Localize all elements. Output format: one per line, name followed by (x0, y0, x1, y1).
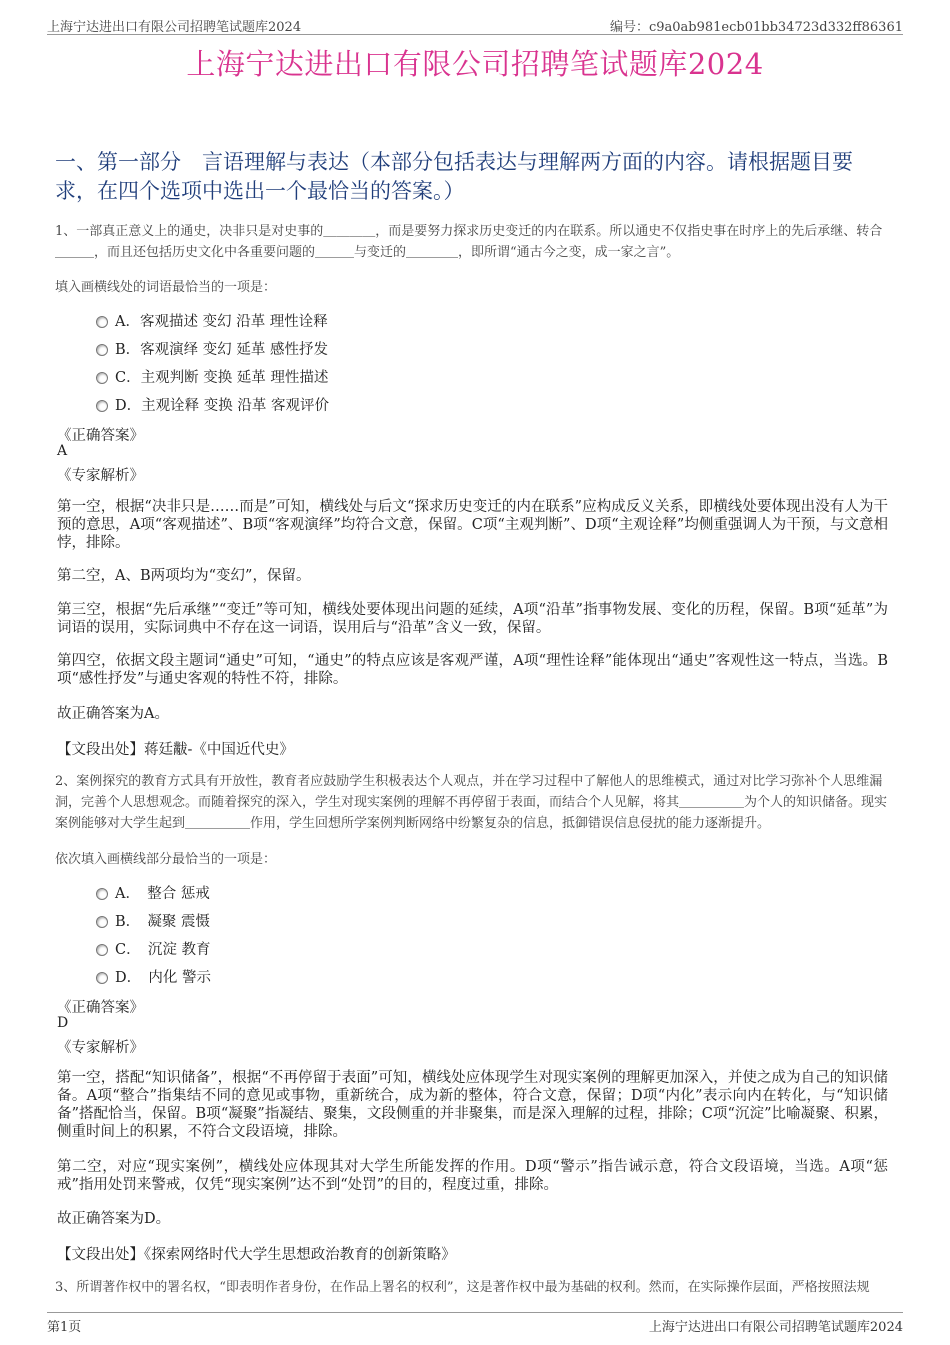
question-1-option-d[interactable] (96, 394, 329, 416)
question-3-text: 3、所谓著作权中的署名权，“即表明作者身份，在作品上署名的权利”，这是著作权中最为基础的权利。然而，在实际操作层面，严格按照法规 (55, 1280, 870, 1295)
page-footer (47, 1312, 903, 1333)
question-1-source: 【文段出处】蒋廷黻-《中国近代史》 (57, 742, 294, 758)
option-label: B．客观演绎 变幻 延革 感性抒发 (115, 342, 328, 358)
question-1-analysis-p3: 第三空，根据“先后承继”“变迁”等可知，横线处要体现出问题的延续，A项“沿革”指事物发展、变化的历程，保留。B项“延革”为词语的误用，实际词典中不存在这一词语，误用后与“沿革”含义一致，保留。 (57, 602, 888, 636)
page-number: 第1页 (47, 1320, 82, 1335)
question-2-analysis-p1: 第一空，搭配“知识储备”，根据“不再停留于表面”可知，横线处应体现学生对现实案例的理解更加深入，并使之成为自己的知识储备。A项“整合”指集结不同的意见或事物，重新统合，成为新的整体，符合文意，保留；D项“内化”表示向内在转化，与“知识储备”搭配恰当，保留。B项“凝聚”指凝结、聚集，文段侧重的并非聚集，而是深入理解的过程，排除；C项“沉淀”比喻凝聚、积累，侧重时间上的积累，不符合文段语境，排除。 (57, 1070, 888, 1140)
radio-icon[interactable] (96, 344, 108, 356)
option-label: A． 整合 惩戒 (115, 886, 210, 902)
question-1-prompt: 填入画横线处的词语最恰当的一项是： (55, 280, 277, 295)
option-label: B． 凝聚 震慑 (115, 914, 211, 930)
radio-icon[interactable] (96, 944, 108, 956)
radio-icon[interactable] (96, 972, 108, 984)
option-label: D．主观诠释 变换 沿革 客观评价 (115, 398, 329, 414)
question-2-option-d[interactable] (96, 966, 211, 988)
question-2-text: 2、案例探究的教育方式具有开放性，教育者应鼓励学生积极表达个人观点，并在学习过程中了解他人的思维模式，通过对比学习弥补个人思维漏洞，完善个人思想观念。而随着探究的深入，学生对现实案例的理解不再停留于表面，而结合个人见解，将其＿＿＿＿＿为个人的知识储备。现实案例能够对大学生起到＿＿＿＿＿作用，学生回想所学案例判断网络中纷繁复杂的信息，抵御错误信息侵扰的能力逐渐提升。 (55, 774, 888, 831)
question-2-analysis-label: 《专家解析》 (57, 1040, 144, 1056)
header-doc-title: 上海宁达进出口有限公司招聘笔试题库2024 (47, 20, 302, 35)
page-header (47, 14, 903, 35)
question-1-answer: A (57, 443, 68, 459)
question-2-answer-label: 《正确答案》 (57, 1000, 144, 1016)
question-1-option-c[interactable] (96, 366, 328, 388)
question-1-analysis-p4: 第四空，依据文段主题词“通史”可知，“通史”的特点应该是客观严谨，A项“理性诠释”能体现出“通史”客观性这一特点，当选。B项“感性抒发”与通史客观的特性不符，排除。 (57, 653, 888, 687)
question-2-source: 【文段出处】《探索网络时代大学生思想政治教育的创新策略》 (57, 1247, 456, 1263)
question-1-text: 1、一部真正意义上的通史，决非只是对史事的＿＿＿＿，而是要努力探求历史变迁的内在联系。所以通史不仅指史事在时序上的先后承继、转合＿＿＿，而且还包括历史文化中各重要问题的＿＿＿与变迁的＿＿＿＿，即所谓“通古今之变，成一家之言”。 (55, 224, 883, 260)
header-doc-id: 编号：c9a0ab981ecb01bb34723d332ff86361 (609, 20, 903, 35)
question-1-analysis-p1: 第一空，根据“决非只是……而是”可知，横线处与后文“探求历史变迁的内在联系”应构成反义关系，即横线处要体现出没有人为干预的意思，A项“客观描述”、B项“客观演绎”均符合文意，保留。C项“主观判断”、D项“主观诠释”均侧重强调人为干预，与文意相悖，排除。 (57, 499, 888, 551)
question-1-analysis-label: 《专家解析》 (57, 468, 144, 484)
question-1-option-b[interactable] (96, 338, 328, 360)
footer-doc-title: 上海宁达进出口有限公司招聘笔试题库2024 (648, 1320, 903, 1335)
question-1-analysis-p2: 第二空，A、B两项均为“变幻”，保留。 (57, 568, 311, 584)
question-2-analysis-p2: 第二空，对应“现实案例”，横线处应体现其对大学生所能发挥的作用。D项“警示”指告诫示意，符合文段语境，当选。A项“惩戒”指用处罚来警戒，仅凭“现实案例”达不到“处罚”的目的，程度过重，排除。 (57, 1159, 888, 1193)
radio-icon[interactable] (96, 372, 108, 384)
section-heading: 一、第一部分 言语理解与表达（本部分包括表达与理解两方面的内容。请根据题目要求，在四个选项中选出一个最恰当的答案。） (55, 150, 853, 203)
option-label: A．客观描述 变幻 沿革 理性诠释 (115, 314, 328, 330)
question-2-answer: D (57, 1015, 69, 1031)
radio-icon[interactable] (96, 888, 108, 900)
question-1-option-a[interactable] (96, 310, 328, 332)
radio-icon[interactable] (96, 400, 108, 412)
question-2-option-c[interactable] (96, 938, 210, 960)
option-label: C． 沉淀 教育 (115, 942, 211, 958)
question-2-option-a[interactable] (96, 882, 210, 904)
question-1-analysis-p5: 故正确答案为A。 (57, 706, 169, 722)
question-1-answer-label: 《正确答案》 (57, 428, 144, 444)
option-label: C．主观判断 变换 延革 理性描述 (115, 370, 329, 386)
radio-icon[interactable] (96, 316, 108, 328)
question-2-prompt: 依次填入画横线部分最恰当的一项是： (55, 852, 277, 867)
question-2-option-b[interactable] (96, 910, 210, 932)
page-title: 上海宁达进出口有限公司招聘笔试题库2024 (186, 47, 764, 81)
question-2-analysis-p3: 故正确答案为D。 (57, 1211, 171, 1227)
radio-icon[interactable] (96, 916, 108, 928)
option-label: D． 内化 警示 (115, 970, 211, 986)
